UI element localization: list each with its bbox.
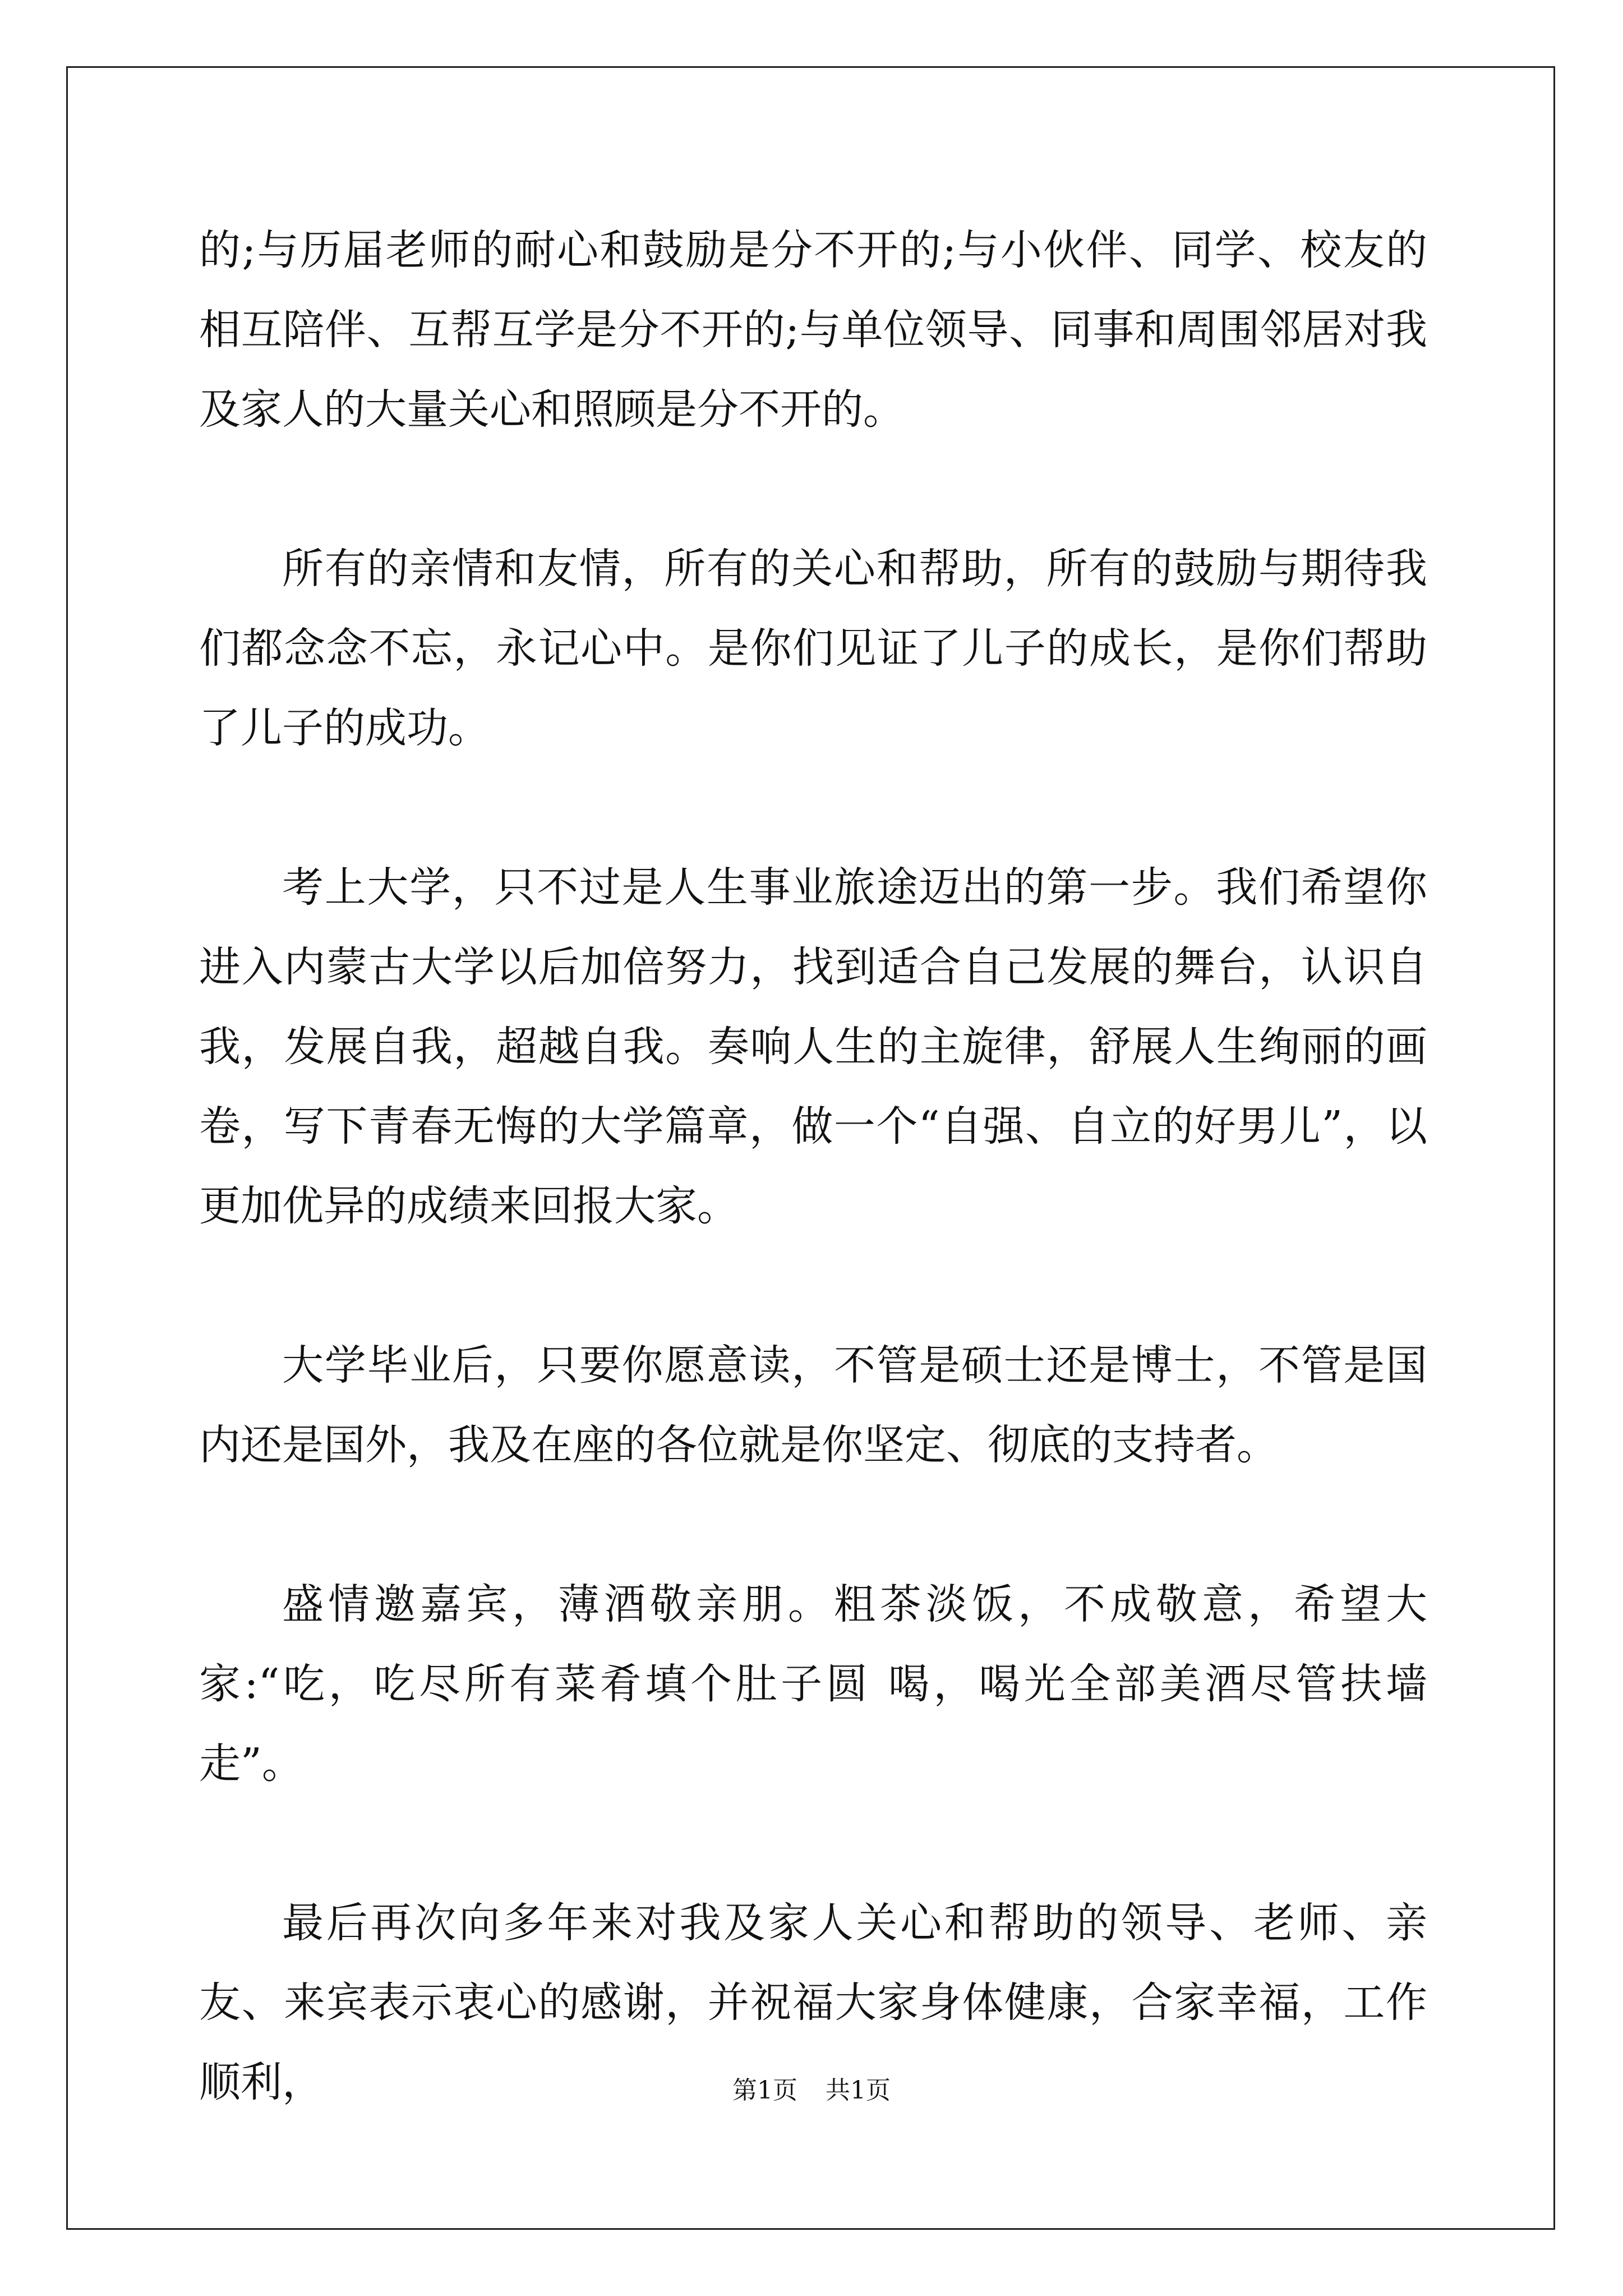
paragraph: 的;与历届老师的耐心和鼓励是分不开的;与小伙伴、同学、校友的相互陪伴、互帮互学是分不开的;与单位领导、同事和周围邻居对我及家人的大量关心和照顾是分不开的。: [199, 226, 1427, 434]
page-number-current: 第1页: [732, 2076, 797, 2105]
paragraph: 最后再次向多年来对我及家人关心和帮助的领导、老师、亲友、来宾表示衷心的感谢，并祝福大家身体健康，合家幸福，工作顺利，: [199, 1899, 1427, 2106]
paragraph: 所有的亲情和友情，所有的关心和帮助，所有的鼓励与期待我们都念念不忘，永记心中。是你们见证了儿子的成长，是你们帮助了儿子的成功。: [199, 545, 1427, 752]
paragraph: 盛情邀嘉宾，薄酒敬亲朋。粗茶淡饭，不成敬意，希望大家:“吃，吃尽所有菜肴填个肚子圆 喝，喝光全部美酒尽管扶墙走”。: [199, 1580, 1427, 1788]
page-number-total: 共1页: [826, 2076, 891, 2105]
paragraph: 大学毕业后，只要你愿意读，不管是硕士还是博士，不管是国内还是国外，我及在座的各位就是你坚定、彻底的支持者。: [199, 1341, 1427, 1469]
page-footer: [0, 2070, 1623, 2106]
document-body: [199, 210, 1427, 2122]
paragraph: 考上大学，只不过是人生事业旅途迈出的第一步。我们希望你进入内蒙古大学以后加倍努力，找到适合自己发展的舞台，认识自我，发展自我，超越自我。奏响人生的主旋律，舒展人生绚丽的画卷，写下青春无悔的大学篇章，做一个“自强、自立的好男儿”，以更加优异的成绩来回报大家。: [199, 863, 1427, 1230]
